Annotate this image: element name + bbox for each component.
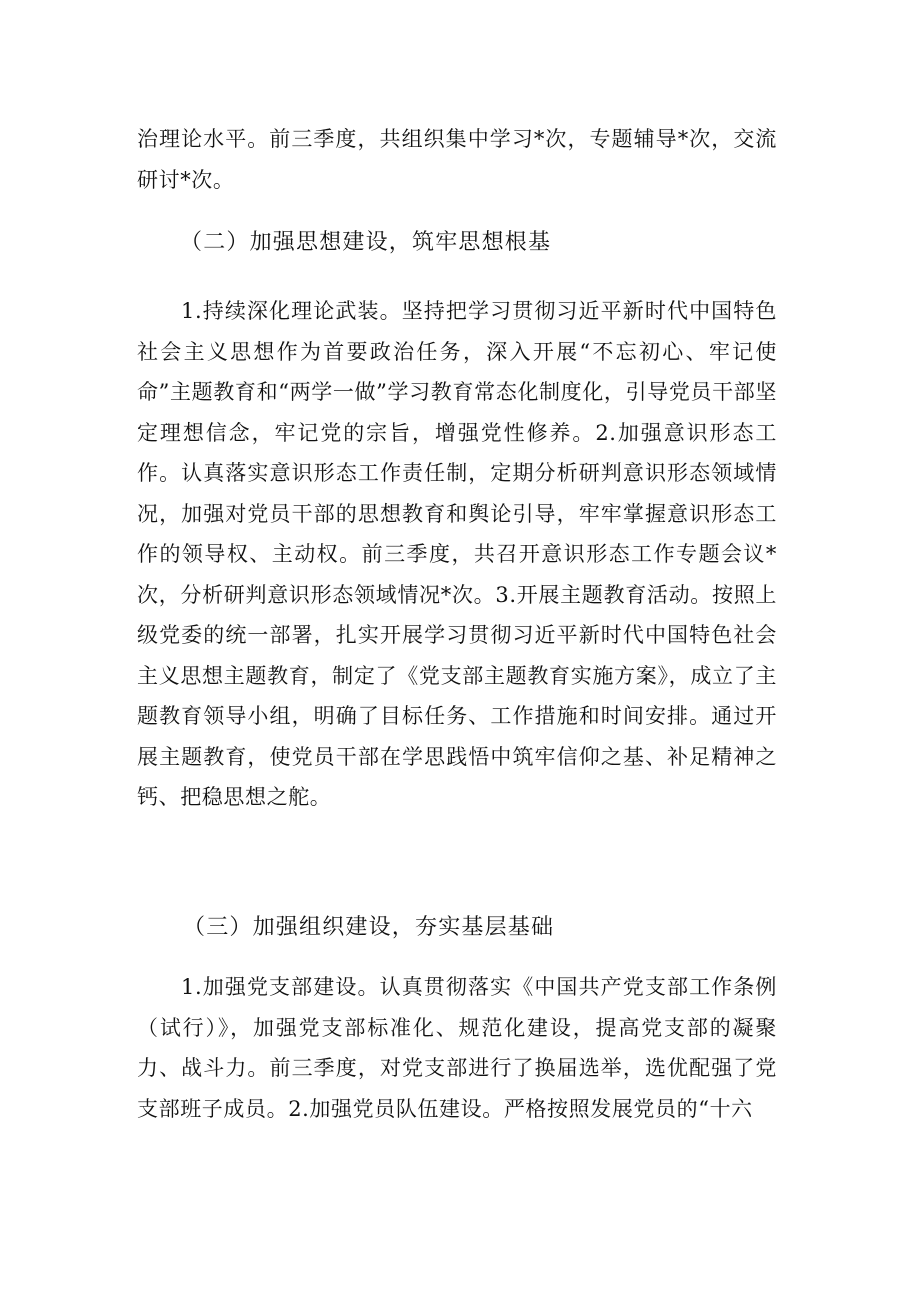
paragraph-continued: 治理论水平。前三季度，共组织集中学习*次，专题辅导*次，交流研讨*次。 xyxy=(137,127,777,192)
section-heading-3: （三）加强组织建设，夯实基层基础 xyxy=(183,915,555,940)
section-2-body-paragraph: 1.持续深化理论武装。坚持把学习贯彻习近平新时代中国特色社会主义思想作为首要政治任务，深入开展“不忘初心、牢记使命”主题教育和“两学一做”学习教育常态化制度化，引导党员干部坚定理想信念，牢记党的宗旨，增强党性修养。2.加强意识形态工作。认真落实意识形态工作责任制，定期分析研判意识形态领域情况，加强对党员干部的思想教育和舆论引导，牢牢掌握意识形态工作的领导权、主动权。前三季度，共召开意识形态工作专题会议*次，分析研判意识形态领域情况*次。3.开展主题教育活动。按照上级党委的统一部署，扎实开展学习贯彻习近平新时代中国特色社会主义思想主题教育，制定了《党支部主题教育实施方案》，成立了主题教育领导小组，明确了目标任务、工作措施和时间安排。通过开展主题教育，使党员干部在学思践悟中筑牢信仰之基、补足精神之钙、把稳思想之舵。 xyxy=(137,299,777,809)
section-3-body-paragraph: 1.加强党支部建设。认真贯彻落实《中国共产党支部工作条例（试行）》，加强党支部标准化、规范化建设，提高党支部的凝聚力、战斗力。前三季度，对党支部进行了换届选举，选优配强了党支部班子成员。2.加强党员队伍建设。严格按照发展党员的“十六 xyxy=(137,975,777,1121)
section-heading-2: （二）加强思想建设，筑牢思想根基 xyxy=(180,230,552,255)
